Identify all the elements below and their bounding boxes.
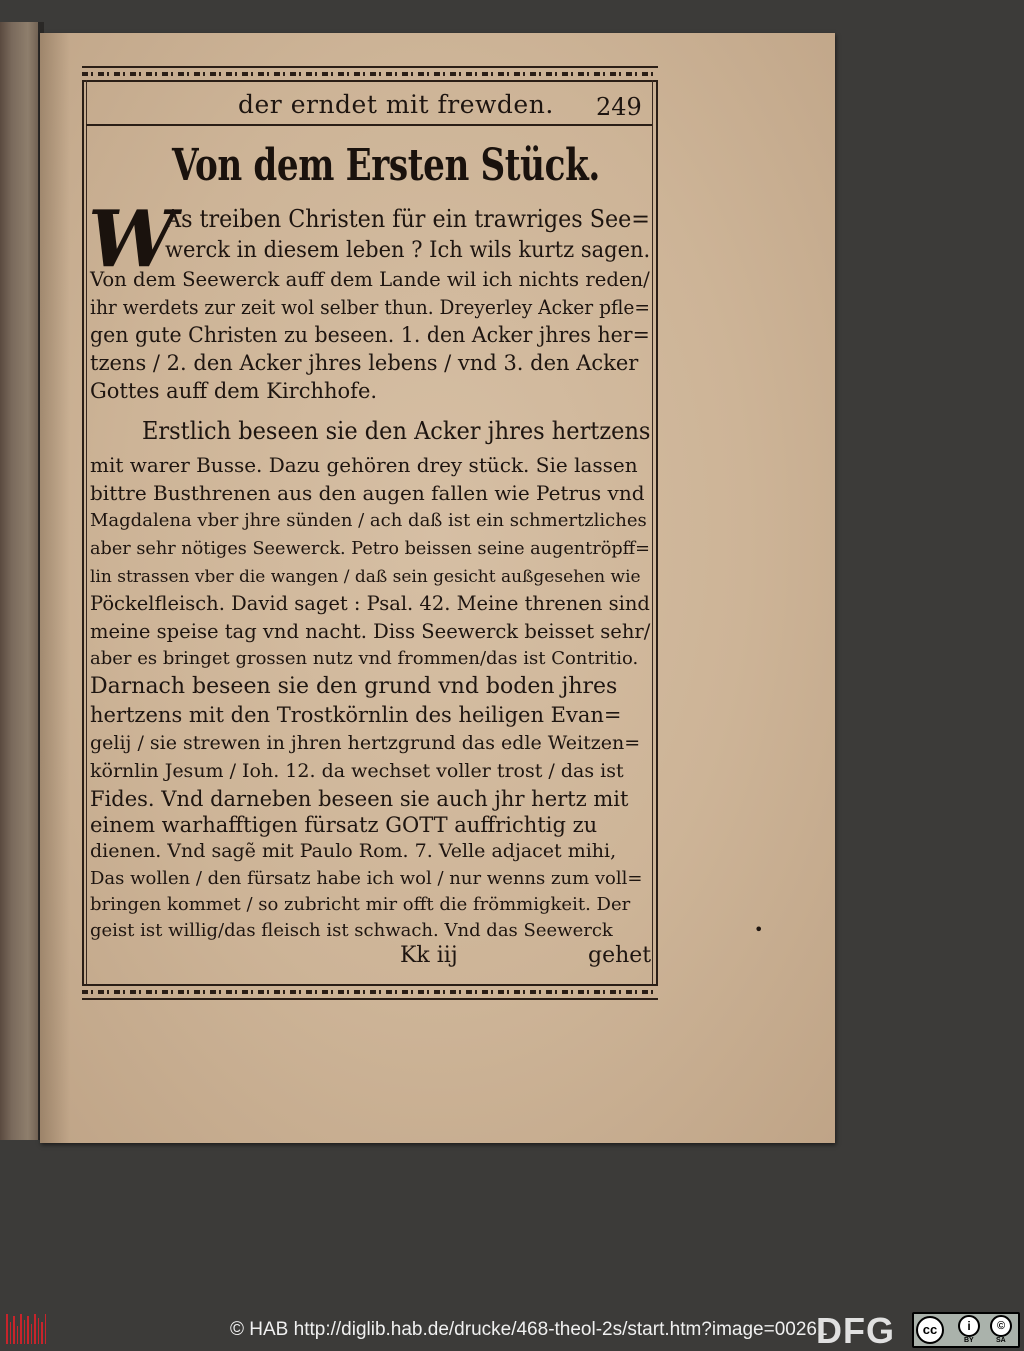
frame-left-inner-rule	[86, 80, 87, 986]
hab-logo-icon[interactable]	[6, 1314, 46, 1344]
text-line: Magdalena vber jhre sünden / ach daß ist ein schmertzliches	[90, 510, 647, 531]
drop-cap: W	[88, 194, 176, 285]
text-line: körnlin Jesum / Ioh. 12. da wechset voller trost / das ist	[90, 760, 624, 782]
sa-label: SA	[996, 1337, 1006, 1344]
by-label: BY	[964, 1337, 974, 1344]
text-line: Von dem Seewerck auff dem Lande wil ich nichts reden/	[90, 267, 650, 291]
text-line: As treiben Christen für ein trawriges See=	[165, 205, 650, 233]
text-line: dienen. Vnd sagẽ mit Paulo Rom. 7. Velle adjacet mihi,	[90, 840, 617, 862]
share-alike-icon: ©	[990, 1315, 1012, 1337]
text-line: tzens / 2. den Acker jhres lebens / vnd 3. den Acker	[90, 351, 639, 375]
frame-right-rule	[656, 80, 658, 986]
text-line: werck in diesem leben ? Ich wils kurtz sagen.	[165, 238, 651, 263]
frame-left-rule	[82, 80, 84, 986]
text-line: geist ist willig/das fleisch ist schwach. Vnd das Seewerck	[90, 920, 613, 941]
top-ornament-border	[82, 66, 658, 82]
text-line: Darnach beseen sie den grund vnd boden jhres	[90, 674, 618, 699]
cc-icon: cc	[916, 1316, 944, 1344]
text-line: bringen kommet / so zubricht mir offt die frömmigkeit. Der	[90, 894, 631, 915]
text-line: hertzens mit den Trostkörnlin des heiligen Evan=	[90, 703, 622, 727]
text-line: gelij / sie strewen in jhren hertzgrund das edle Weitzen=	[90, 732, 641, 754]
text-line: aber es bringet grossen nutz vnd frommen/das ist Contritio.	[90, 648, 639, 669]
running-title: der erndet mit frewden.	[238, 90, 554, 119]
catchword: gehet	[588, 943, 652, 968]
header-rule	[86, 124, 652, 126]
text-line: mit warer Busse. Dazu gehören drey stück. Sie lassen	[90, 453, 638, 477]
copyright-link[interactable]: © HAB http://diglib.hab.de/drucke/468-theol-2s/start.htm?image=00261	[230, 1319, 828, 1340]
text-line: aber sehr nötiges Seewerck. Petro beissen seine augentröpff=	[90, 538, 650, 559]
text-line: meine speise tag vnd nacht. Diss Seewerck beisset sehr/	[90, 619, 651, 643]
margin-mark: •	[754, 920, 764, 939]
text-line: Gottes auff dem Kirchhofe.	[90, 379, 378, 403]
text-line: Erstlich beseen sie den Acker jhres hertzens	[142, 417, 651, 445]
text-line: Fides. Vnd darneben beseen sie auch jhr hertz mit	[90, 787, 629, 811]
text-line: Das wollen / den fürsatz habe ich wol / nur wenns zum voll=	[90, 868, 643, 889]
bottom-ornament-border	[82, 984, 658, 1000]
text-line: einem warhafftigen fürsatz GOTT auffrichtig zu	[90, 813, 598, 837]
text-line: lin strassen vber die wangen / daß sein gesicht außgesehen wie	[90, 567, 641, 587]
frame-right-inner-rule	[652, 80, 653, 986]
text-line: ihr werdets zur zeit wol selber thun. Dreyerley Acker pfle=	[90, 295, 650, 319]
page-number: 249	[596, 93, 642, 121]
dfg-logo[interactable]: DFG	[816, 1310, 895, 1351]
chapter-heading: Von dem Ersten Stück.	[172, 140, 600, 191]
text-line: Pöckelfleisch. David saget : Psal. 42. Meine threnen sind	[90, 591, 650, 615]
signature-mark: Kk iij	[400, 943, 458, 968]
creative-commons-badge[interactable]	[912, 1312, 1020, 1348]
text-line: gen gute Christen zu beseen. 1. den Acker jhres her=	[90, 323, 650, 347]
attribution-icon: i	[958, 1315, 980, 1337]
previous-page-edge	[0, 22, 40, 1140]
text-line: bittre Busthrenen aus den augen fallen wie Petrus vnd	[90, 481, 645, 505]
